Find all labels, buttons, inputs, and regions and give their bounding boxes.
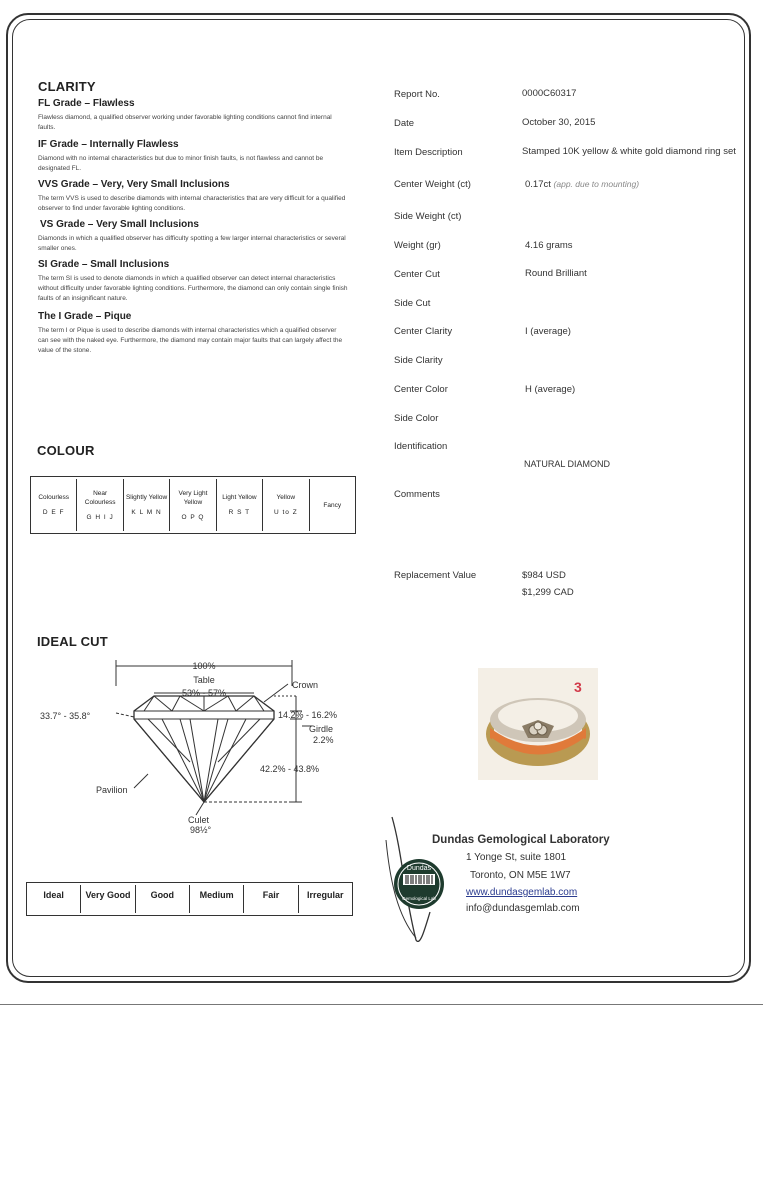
center-weight-note: (app. due to mounting)	[553, 179, 640, 189]
colour-cell-name: Colourless	[38, 494, 70, 501]
field-label-weight-gr: Weight (gr)	[394, 240, 441, 251]
field-label-report-no: Report No.	[394, 89, 440, 100]
clarity-grade-if-text: Diamond with no internal characteristics but due to minor finish faults, is not flawless and cannot be designated FL.	[38, 155, 324, 172]
cut-grade-good: Good	[135, 885, 189, 913]
field-label-item-description: Item Description	[394, 147, 463, 158]
colour-cell-grades: K L M N	[131, 509, 162, 516]
diagram-pavilion-depth: 42.2% - 43.8%	[260, 764, 320, 774]
lab-address-line-1: 1 Yonge St, suite 1801	[466, 852, 567, 863]
clarity-grade-if-heading: IF Grade – Internally Flawless	[38, 139, 179, 150]
center-weight-value: 0.17ct	[525, 179, 551, 190]
diagram-width-label: 100%	[192, 661, 216, 671]
field-label-identification: Identification	[394, 441, 448, 452]
clarity-grade-pique-heading: The I Grade – Pique	[38, 311, 132, 322]
colour-cell-name: Fancy	[323, 501, 342, 509]
colour-cell-grades: O P Q	[181, 513, 205, 521]
diagram-girdle-label: Girdle	[309, 724, 334, 734]
diagram-culet-label: Culet	[188, 815, 210, 825]
clarity-grade-si-text: The term SI is used to denote diamonds in which a qualified observer can detect internal characteristics without difficulty under favorable lighting conditions. Furthermore, the diamond can only contain single finish faults of an insignificant nature.	[38, 275, 348, 302]
colour-cell-grades: D E F	[42, 509, 65, 516]
field-value-identification: NATURAL DIAMOND	[524, 459, 611, 469]
clarity-grade-vvs-heading: VVS Grade – Very, Very Small Inclusions	[38, 179, 230, 190]
colour-cell-colourless	[31, 479, 76, 531]
field-value-date: October 30, 2015	[522, 117, 596, 128]
cut-grade-table	[26, 882, 353, 916]
diagram-table-range: 53% - 57%	[181, 688, 227, 698]
clarity-grade-vvs-text: The term VVS is used to describe diamonds with internal characteristics that are very difficult for a qualified observer to find under favorable lighting conditions.	[38, 195, 346, 212]
clarity-title: CLARITY	[38, 79, 96, 94]
colour-cell-name: Near Colourless	[84, 489, 116, 506]
seal-subtext: Gemological Lab	[402, 896, 436, 901]
clarity-grade-vs-text: Diamonds in which a qualified observer has difficulty spotting a few larger internal characteristics or several smaller ones.	[38, 235, 346, 252]
page-divider	[0, 1004, 763, 1005]
cut-grade-medium: Medium	[189, 885, 243, 913]
colour-cell-near-colourless	[76, 479, 122, 531]
cut-grade-irregular: Irregular	[298, 885, 352, 913]
colour-cell-name: Light Yellow	[222, 494, 257, 501]
colour-cell-yellow	[262, 479, 308, 531]
field-value-replacement-usd: $984 USD	[522, 570, 566, 581]
seal-text: Dundas	[406, 865, 432, 872]
field-value-center-color: H (average)	[525, 384, 576, 395]
colour-cell-grades: R S T	[228, 509, 251, 516]
diagram-crown-angle: 33.7° - 35.8°	[40, 711, 91, 721]
field-label-center-cut: Center Cut	[394, 269, 440, 280]
colour-scale-table	[30, 476, 356, 534]
diagram-table-label: Table	[193, 675, 215, 685]
field-label-center-color: Center Color	[394, 384, 448, 395]
diamond-proportions-diagram	[30, 650, 360, 845]
colour-cell-name: Yellow	[276, 494, 296, 501]
colour-cell-light-yellow	[216, 479, 262, 531]
diagram-pavilion-label: Pavilion	[96, 785, 128, 795]
field-value-item-description: Stamped 10K yellow & white gold diamond ring set	[522, 146, 736, 157]
colour-cell-name: Slightly Yellow	[125, 494, 168, 501]
field-label-side-weight: Side Weight (ct)	[394, 211, 462, 222]
field-label-comments: Comments	[394, 489, 440, 500]
colour-cell-very-light-yellow	[169, 479, 215, 531]
field-value-center-clarity: I (average)	[525, 326, 571, 337]
clarity-grade-vs-heading: VS Grade – Very Small Inclusions	[40, 219, 199, 230]
diagram-crown-label: Crown	[292, 680, 319, 690]
colour-cell-grades: U to Z	[273, 509, 298, 516]
diagram-girdle-value: 2.2%	[313, 735, 334, 745]
lab-website-link[interactable]: www.dundasgemlab.com	[466, 887, 578, 898]
field-value-replacement-cad: $1,299 CAD	[522, 587, 574, 598]
field-label-side-clarity: Side Clarity	[394, 355, 443, 366]
signature-and-seal	[372, 812, 462, 948]
cut-grade-ideal: Ideal	[43, 890, 64, 900]
clarity-grade-fl-text: Flawless diamond, a qualified observer working under favorable lighting conditions cannot find internal faults.	[38, 114, 332, 131]
colour-cell-grades: G H I J	[86, 513, 114, 521]
field-label-center-clarity: Center Clarity	[394, 326, 453, 337]
clarity-grade-pique-text: The term I or Pique is used to describe diamonds with internal characteristics which a qualified observer can see with the naked eye. Furthermore, the diamond may contain major faults that can largely affect the value of the stone.	[38, 327, 343, 354]
cut-grade-fair: Fair	[243, 885, 297, 913]
ring-photo	[478, 668, 598, 780]
field-value-center-weight	[525, 177, 735, 192]
diagram-crown-height: 14.2% - 16.2%	[278, 710, 338, 720]
lab-address-line-2: Toronto, ON M5E 1W7	[470, 870, 571, 881]
field-value-center-cut: Round Brilliant	[525, 268, 587, 279]
lab-email[interactable]: info@dundasgemlab.com	[466, 903, 580, 914]
field-label-side-color: Side Color	[394, 413, 439, 424]
diagram-culet-value: 98½°	[190, 825, 212, 835]
field-label-side-cut: Side Cut	[394, 298, 431, 309]
field-label-date: Date	[394, 118, 415, 129]
clarity-grade-fl-heading: FL Grade – Flawless	[38, 98, 135, 109]
colour-title: COLOUR	[37, 443, 95, 458]
lab-name: Dundas Gemological Laboratory	[432, 834, 610, 846]
field-label-center-weight: Center Weight (ct)	[394, 179, 471, 190]
ring-photo-tag: 3	[574, 679, 582, 695]
clarity-grade-si-heading: SI Grade – Small Inclusions	[38, 259, 170, 270]
colour-cell-slightly-yellow	[123, 479, 169, 531]
field-label-replacement-value: Replacement Value	[394, 570, 477, 581]
colour-cell-name: Very Light Yellow	[178, 489, 208, 506]
field-value-weight-gr: 4.16 grams	[525, 240, 573, 251]
cut-grade-very-good: Very Good	[80, 885, 134, 913]
colour-cell-fancy	[309, 479, 355, 531]
field-value-report-no: 0000C60317	[522, 88, 577, 99]
ideal-cut-title: IDEAL CUT	[37, 634, 108, 649]
